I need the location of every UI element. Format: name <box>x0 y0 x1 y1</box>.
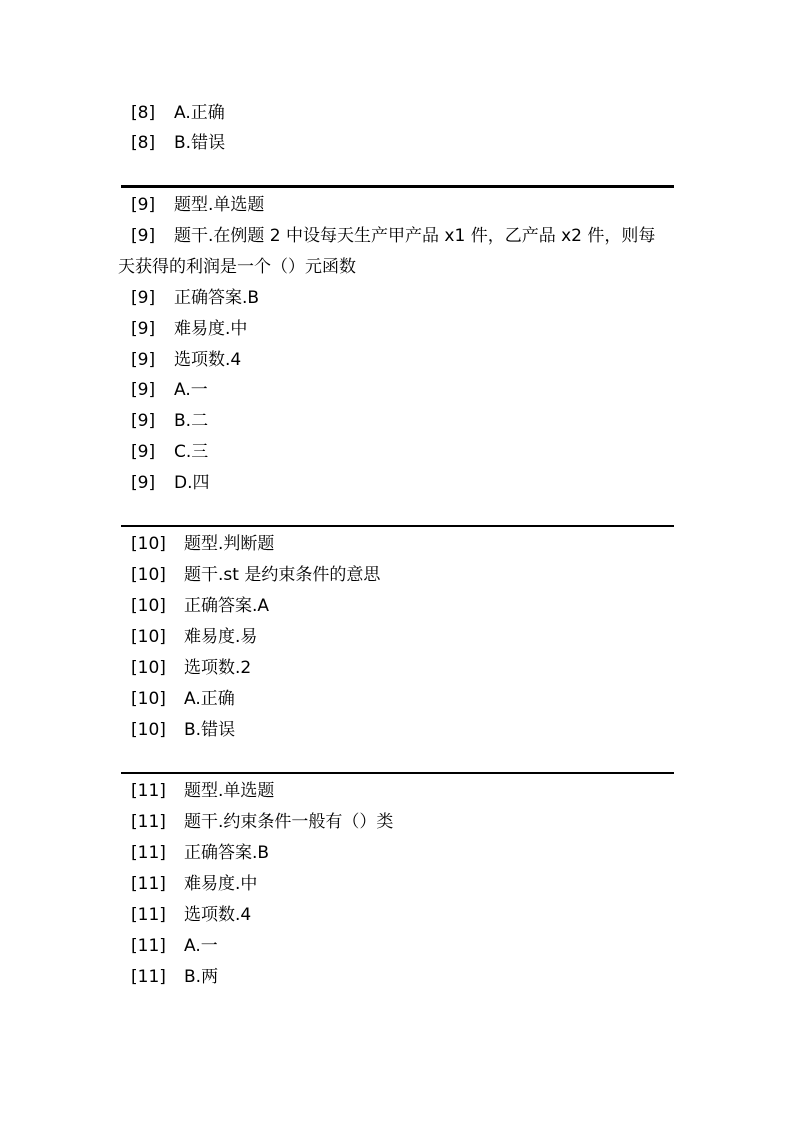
item-text: 难易度.中 <box>184 874 258 894</box>
item-number: [9] <box>131 319 156 339</box>
item-text: 题干.st 是约束条件的意思 <box>184 565 381 585</box>
item-text: A.一 <box>184 936 218 956</box>
item-text: 选项数.2 <box>184 658 252 678</box>
item-text: B.错误 <box>174 133 226 153</box>
item-text: 题型.单选题 <box>184 781 275 801</box>
item-number: [9] <box>131 288 156 308</box>
item-number: [11] <box>131 936 166 956</box>
item-text: 题干.约束条件一般有（）类 <box>184 812 394 832</box>
item-number: [10] <box>131 627 166 647</box>
item-text: B.错误 <box>184 720 236 740</box>
item-number: [9] <box>131 226 156 246</box>
item-text: 正确答案.B <box>174 288 260 308</box>
item-number: [10] <box>131 658 166 678</box>
item-text: 题型.单选题 <box>174 195 265 215</box>
item-number: [11] <box>131 843 166 863</box>
item-text: 难易度.易 <box>184 627 258 647</box>
item-text: B.两 <box>184 967 219 987</box>
item-number: [10] <box>131 720 166 740</box>
item-text: 题型.判断题 <box>184 534 275 554</box>
item-number: [10] <box>131 689 166 709</box>
item-number: [10] <box>131 565 166 585</box>
item-text: B.二 <box>174 411 209 431</box>
item-number: [11] <box>131 967 166 987</box>
item-number: [11] <box>131 874 166 894</box>
item-text: D.四 <box>174 473 210 493</box>
item-text: A.一 <box>174 380 208 400</box>
item-text: 选项数.4 <box>174 350 242 370</box>
item-number: [10] <box>131 596 166 616</box>
item-text: C.三 <box>174 442 209 462</box>
item-number: [11] <box>131 812 166 832</box>
item-number: [9] <box>131 195 156 215</box>
item-number: [9] <box>131 350 156 370</box>
item-text: A.正确 <box>174 103 225 123</box>
item-number: [9] <box>131 411 156 431</box>
section-divider <box>121 525 674 527</box>
item-number: [9] <box>131 473 156 493</box>
item-number: [11] <box>131 781 166 801</box>
item-text: 难易度.中 <box>174 319 248 339</box>
item-number: [9] <box>131 380 156 400</box>
item-number: [8] <box>131 103 156 123</box>
item-text: 题干.在例题 2 中设每天生产甲产品 x1 件，乙产品 x2 件，则每 <box>174 226 656 246</box>
item-text: 正确答案.B <box>184 843 270 863</box>
item-text: A.正确 <box>184 689 235 709</box>
item-number: [10] <box>131 534 166 554</box>
q9-stem-continued: 天获得的利润是一个（）元函数 <box>118 257 356 277</box>
section-divider <box>121 772 674 774</box>
section-divider <box>121 185 674 188</box>
item-text: 选项数.4 <box>184 905 252 925</box>
item-number: [11] <box>131 905 166 925</box>
item-text: 正确答案.A <box>184 596 270 616</box>
item-number: [8] <box>131 133 156 153</box>
item-number: [9] <box>131 442 156 462</box>
